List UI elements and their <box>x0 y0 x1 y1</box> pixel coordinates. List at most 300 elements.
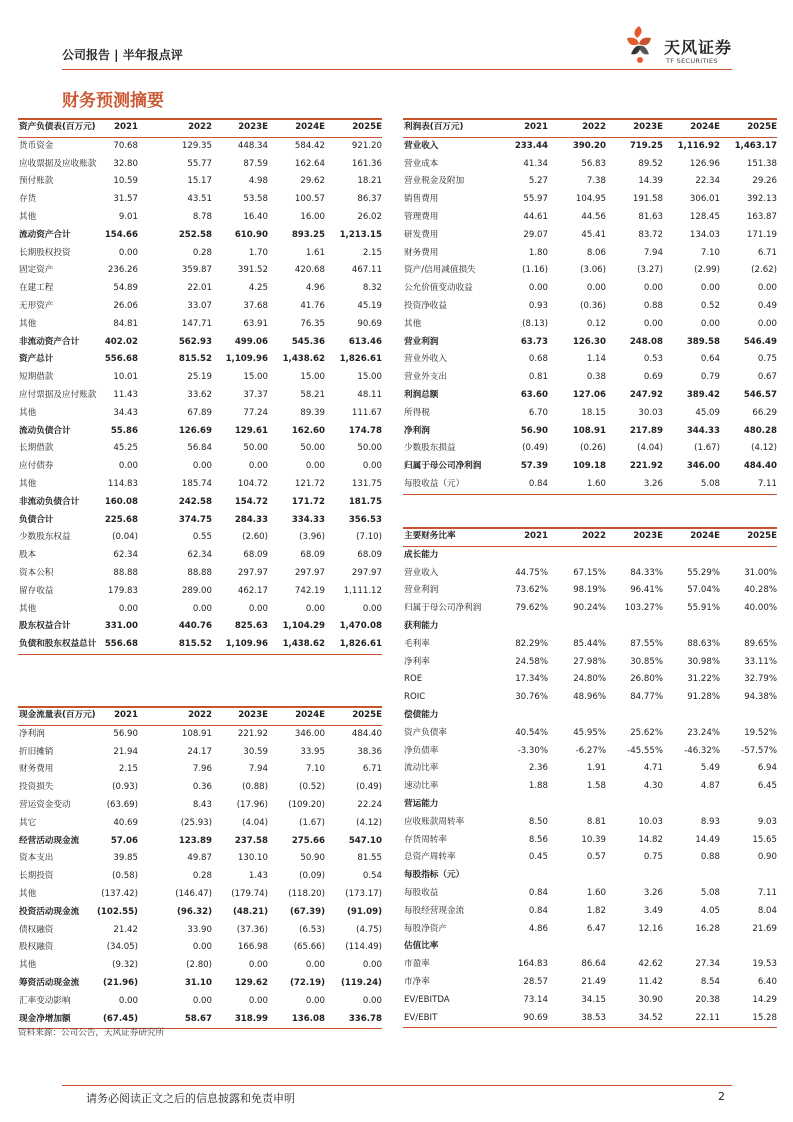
cell-value: 8.43 <box>192 800 212 810</box>
cell-value: 77.24 <box>243 407 268 418</box>
cell-value: 109.18 <box>572 461 606 472</box>
cell-value: 6.70 <box>528 407 548 418</box>
cell-value: (0.88) <box>242 782 268 793</box>
cell-value: 57.06 <box>110 835 138 846</box>
cell-value: 825.63 <box>234 621 268 632</box>
cell-value: 1,438.62 <box>282 354 325 365</box>
cell-value: 284.33 <box>234 514 268 525</box>
cell-value: 462.17 <box>237 585 268 596</box>
row-label: 其他 <box>404 318 422 329</box>
cell-value: 62.34 <box>187 550 212 561</box>
cell-value: 164.83 <box>517 959 548 970</box>
cell-value: 0.00 <box>248 995 268 1006</box>
cell-value: 41.34 <box>523 158 548 169</box>
cell-value: 56.84 <box>187 443 212 454</box>
cell-value: 0.00 <box>305 960 325 971</box>
cell-value: 0.00 <box>192 995 212 1006</box>
cell-value: -57.57% <box>741 745 777 756</box>
cell-value: 1.60 <box>586 888 606 898</box>
cell-value: 2025E <box>747 122 777 132</box>
row-label: 少数股东权益 <box>19 532 71 543</box>
cell-value: 3.49 <box>643 905 663 916</box>
cell-value: 0.00 <box>362 461 382 472</box>
cell-value: (3.96) <box>299 532 325 543</box>
row-label: 公允价值变动收益 <box>404 283 473 294</box>
cell-value: 346.00 <box>294 728 325 739</box>
cell-value: (37.36) <box>236 924 268 935</box>
cell-value: 0.00 <box>362 960 382 971</box>
cell-value: 27.98% <box>573 656 606 667</box>
cell-value: 129.35 <box>181 140 212 151</box>
cell-value: 1.88 <box>528 781 548 792</box>
row-label: EV/EBITDA <box>404 994 450 1005</box>
cell-value: 374.75 <box>178 514 212 525</box>
cell-value: 359.87 <box>181 265 212 276</box>
cell-value: 0.53 <box>643 354 663 365</box>
cell-value: (0.58) <box>112 871 138 882</box>
cell-value: 86.37 <box>357 194 382 205</box>
cell-value: 2025E <box>352 122 382 132</box>
cell-value: 1.60 <box>586 479 606 489</box>
cell-value: 73.62% <box>515 585 548 596</box>
row-label: 货币资金 <box>19 140 54 151</box>
cell-value: 103.27% <box>624 603 663 614</box>
row-label: 其他 <box>19 479 37 489</box>
cell-value: 9.01 <box>118 212 138 222</box>
cell-value: 40.69 <box>113 817 138 828</box>
row-label: 净利润 <box>19 728 45 739</box>
cell-value: 921.20 <box>351 140 382 151</box>
cell-value: (119.24) <box>340 978 382 988</box>
cell-value: 28.57 <box>523 977 548 987</box>
cell-value: (6.53) <box>299 924 325 935</box>
row-label: 投资净收益 <box>404 301 447 311</box>
cell-value: 221.92 <box>237 728 268 739</box>
cell-value: 2023E <box>238 710 268 720</box>
cell-value: 6.45 <box>757 781 777 792</box>
cell-value: 160.08 <box>104 496 138 507</box>
cell-value: (72.19) <box>289 978 325 988</box>
cell-value: 402.02 <box>104 336 138 347</box>
cell-value: 26.06 <box>113 301 138 311</box>
cell-value: 0.00 <box>248 960 268 971</box>
cell-value: (3.06) <box>580 265 606 276</box>
row-label: 财务费用 <box>404 247 439 258</box>
cell-value: 2021 <box>114 122 138 132</box>
cell-value: 29.62 <box>300 176 325 187</box>
cell-value: 1.80 <box>528 247 548 258</box>
cell-value: 154.72 <box>234 496 268 507</box>
cell-value: 55.97 <box>523 194 548 205</box>
cell-value: 2021 <box>524 531 548 541</box>
cell-value: 0.00 <box>528 283 548 294</box>
cell-value: 2.36 <box>528 763 548 774</box>
cell-value: 23.24% <box>687 727 720 738</box>
cell-value: 2024E <box>690 531 720 541</box>
cell-value: (109.20) <box>288 800 325 810</box>
cell-value: 33.95 <box>300 746 325 757</box>
cell-value: 44.56 <box>581 212 606 222</box>
cell-value: (2.99) <box>694 265 720 276</box>
cell-value: 55.86 <box>110 425 138 436</box>
cell-value: 33.62 <box>187 390 212 400</box>
row-label: 经营活动现金流 <box>19 835 80 846</box>
cell-value: (67.39) <box>289 906 325 917</box>
cell-value: 8.54 <box>700 977 720 987</box>
cell-value: 55.91% <box>687 603 720 614</box>
cell-value: 0.00 <box>586 283 606 294</box>
row-label: 股权融资 <box>19 942 54 953</box>
cell-value: 48.96% <box>573 692 606 703</box>
cell-value: 0.00 <box>118 247 138 258</box>
cell-value: 448.34 <box>237 140 268 151</box>
cell-value: (0.36) <box>580 301 606 311</box>
row-label: 流动资产合计 <box>19 229 71 240</box>
cell-value: (3.27) <box>637 265 663 276</box>
row-label: 少数股东损益 <box>404 443 456 454</box>
logo-english: TF SECURITIES <box>666 57 718 65</box>
cell-value: 21.94 <box>113 746 138 757</box>
cell-value: 0.90 <box>757 852 777 863</box>
cell-value: 1,104.29 <box>282 621 325 632</box>
cell-value: 7.38 <box>586 176 606 187</box>
cell-value: 81.63 <box>638 212 663 222</box>
cell-value: 0.49 <box>757 301 777 311</box>
row-label: 应付票据及应付账款 <box>19 390 97 400</box>
cell-value: 34.15 <box>581 994 606 1005</box>
cell-value: 33.07 <box>187 301 212 311</box>
cell-value: (4.04) <box>242 817 268 828</box>
cell-value: 0.00 <box>118 461 138 472</box>
row-label: ROIC <box>404 692 426 703</box>
cell-value: 89.52 <box>638 158 663 169</box>
cell-value: 0.00 <box>757 318 777 329</box>
cell-value: 45.41 <box>581 229 606 240</box>
cell-value: 161.36 <box>351 158 382 169</box>
cell-value: (0.04) <box>112 532 138 543</box>
cell-value: 126.69 <box>178 425 212 436</box>
cell-value: 27.34 <box>695 959 720 970</box>
cell-value: 2023E <box>238 122 268 132</box>
cell-value: 185.74 <box>181 479 212 489</box>
cell-value: 2021 <box>524 122 548 132</box>
row-label: 每股净资产 <box>404 923 447 934</box>
cell-value: 392.13 <box>746 194 777 205</box>
cell-value: (21.96) <box>102 978 138 988</box>
cell-value: 16.00 <box>300 212 325 222</box>
cell-value: (114.49) <box>345 942 382 953</box>
cell-value: (146.47) <box>175 889 212 899</box>
cell-value: 15.65 <box>752 834 777 845</box>
cell-value: 719.25 <box>629 140 663 151</box>
cell-value: 162.60 <box>291 425 325 436</box>
cell-value: 154.66 <box>104 229 138 240</box>
cell-value: 2021 <box>114 710 138 720</box>
cell-value: 7.10 <box>700 247 720 258</box>
cell-value: 11.43 <box>113 390 138 400</box>
cell-value: 12.16 <box>638 923 663 934</box>
cell-value: 84.77% <box>630 692 663 703</box>
cell-value: 14.29 <box>752 994 777 1005</box>
cell-value: 1,826.61 <box>339 354 382 365</box>
cell-value: 88.88 <box>113 568 138 578</box>
row-label: 每股收益（元） <box>404 479 465 489</box>
cell-value: 98.19% <box>573 585 606 596</box>
cell-value: 2025E <box>352 710 382 720</box>
row-label: 每股收益 <box>404 888 439 898</box>
cell-value: 45.95% <box>573 727 606 738</box>
cell-value: 129.62 <box>234 978 268 988</box>
footer-rule <box>62 1085 732 1086</box>
cell-value: 275.66 <box>291 835 325 846</box>
cell-value: 4.71 <box>643 763 663 774</box>
cell-value: 114.83 <box>107 479 138 489</box>
cell-value: (67.45) <box>102 1013 138 1024</box>
cell-value: 96.41% <box>630 585 663 596</box>
cell-value: 815.52 <box>178 354 212 365</box>
row-label: 销售费用 <box>404 194 439 205</box>
cell-value: 16.40 <box>243 212 268 222</box>
row-label: 非流动负债合计 <box>19 496 80 507</box>
cell-value: (0.93) <box>112 782 138 793</box>
cell-value: 0.00 <box>118 995 138 1006</box>
cell-value: (34.05) <box>106 942 138 953</box>
cell-value: 129.61 <box>234 425 268 436</box>
cell-value: 0.00 <box>248 461 268 472</box>
cell-value: (48.21) <box>232 906 268 917</box>
cell-value: 66.29 <box>752 407 777 418</box>
cell-value: 1,111.12 <box>343 585 382 596</box>
cell-value: 547.10 <box>348 835 382 846</box>
cell-value: 893.25 <box>291 229 325 240</box>
cell-value: 8.06 <box>586 247 606 258</box>
row-label: 存货 <box>19 194 37 205</box>
cell-value: (7.10) <box>356 532 382 543</box>
cell-value: 8.32 <box>362 283 382 294</box>
cell-value: 0.64 <box>700 354 720 365</box>
row-label: 每股经营现金流 <box>404 905 465 916</box>
footer-disclaimer: 请务必阅读正文之后的信息披露和免责申明 <box>86 1092 295 1105</box>
cell-value: (1.67) <box>694 443 720 454</box>
cell-value: 556.68 <box>104 639 138 650</box>
cell-value: 79.62% <box>515 603 548 614</box>
cell-value: 15.28 <box>752 1012 777 1023</box>
cell-value: (96.32) <box>176 906 212 917</box>
cell-value: 55.29% <box>687 567 720 578</box>
cell-value: 63.73 <box>520 336 548 347</box>
row-label: 净利率 <box>404 656 430 667</box>
row-label: 其他 <box>19 960 37 971</box>
cell-value: 88.88 <box>187 568 212 578</box>
cell-value: 19.52% <box>744 727 777 738</box>
cell-value: 14.49 <box>695 834 720 845</box>
cell-value: 121.72 <box>294 479 325 489</box>
cell-value: 1.58 <box>586 781 606 792</box>
cell-value: (9.32) <box>112 960 138 971</box>
cell-value: 32.80 <box>113 158 138 169</box>
cell-value: 390.20 <box>572 140 606 151</box>
cell-value: 9.03 <box>757 816 777 827</box>
row-label: 主要财务比率 <box>404 531 456 541</box>
cell-value: 10.01 <box>113 372 138 383</box>
cell-value: -45.55% <box>627 745 663 756</box>
cell-value: 0.00 <box>362 995 382 1006</box>
row-label: 资产/信用减值损失 <box>404 265 476 276</box>
cell-value: 6.40 <box>757 977 777 987</box>
cell-value: 56.90 <box>113 728 138 739</box>
cell-value: 0.12 <box>586 318 606 329</box>
cell-value: 87.55% <box>630 638 663 649</box>
row-label: 汇率变动影响 <box>19 995 71 1006</box>
row-label: 股本 <box>19 550 37 561</box>
cell-value: 334.33 <box>291 514 325 525</box>
cell-value: 44.75% <box>515 567 548 578</box>
cell-value: 1.82 <box>586 905 606 916</box>
row-label: 资产负债表(百万元) <box>19 122 96 132</box>
cell-value: 63.91 <box>243 318 268 329</box>
source-note: 资料来源：公司公告，天风证券研究所 <box>18 1028 165 1038</box>
cell-value: 34.43 <box>113 407 138 418</box>
cell-value: 440.76 <box>178 621 212 632</box>
cell-value: 24.17 <box>187 746 212 757</box>
cell-value: 45.09 <box>695 407 720 418</box>
cell-value: 247.92 <box>629 390 663 400</box>
row-label: 长期借款 <box>19 443 54 454</box>
cell-value: (4.75) <box>356 924 382 935</box>
cell-value: 236.26 <box>107 265 138 276</box>
cell-value: 0.00 <box>643 283 663 294</box>
cell-value: 10.39 <box>581 834 606 845</box>
cell-value: 306.01 <box>689 194 720 205</box>
cell-value: 5.08 <box>700 479 720 489</box>
cell-value: -46.32% <box>684 745 720 756</box>
cell-value: 484.40 <box>351 728 382 739</box>
cell-value: 53.58 <box>243 194 268 205</box>
cell-value: 0.00 <box>305 995 325 1006</box>
cell-value: 162.64 <box>294 158 325 169</box>
cell-value: 147.71 <box>181 318 212 329</box>
row-label: 市盈率 <box>404 959 430 970</box>
cell-value: 22.34 <box>695 176 720 187</box>
cell-value: 44.61 <box>523 212 548 222</box>
cell-value: 131.75 <box>351 479 382 489</box>
cell-value: 1.14 <box>586 354 606 365</box>
cell-value: 0.00 <box>192 942 212 953</box>
cell-value: 1,109.96 <box>225 354 268 365</box>
cell-value: 2.15 <box>362 247 382 258</box>
row-label: 应收票据及应收账款 <box>19 158 97 169</box>
cell-value: 217.89 <box>629 425 663 436</box>
cell-value: 43.51 <box>187 194 212 205</box>
cell-value: 584.42 <box>294 140 325 151</box>
cell-value: (0.49) <box>356 782 382 793</box>
cell-value: 81.55 <box>357 853 382 864</box>
cell-value: (0.26) <box>580 443 606 454</box>
cell-value: 1,826.61 <box>339 639 382 650</box>
cell-value: 50.90 <box>300 853 325 864</box>
cell-value: 225.68 <box>104 514 138 525</box>
cell-value: 34.52 <box>638 1012 663 1023</box>
row-label: 估值比率 <box>404 941 439 952</box>
cell-value: 0.00 <box>305 603 325 614</box>
cell-value: 346.00 <box>686 461 720 472</box>
cell-value: 0.81 <box>528 372 548 383</box>
cell-value: (2.60) <box>242 532 268 543</box>
cell-value: 41.76 <box>300 301 325 311</box>
cell-value: 31.00% <box>744 567 777 578</box>
cell-value: 21.49 <box>581 977 606 987</box>
cell-value: 0.38 <box>586 372 606 383</box>
cell-value: 38.53 <box>581 1012 606 1023</box>
cell-value: 90.69 <box>357 318 382 329</box>
row-label: 偿债能力 <box>404 710 439 720</box>
cell-value: (118.20) <box>288 889 325 899</box>
cell-value: 39.85 <box>113 853 138 864</box>
cell-value: 2022 <box>188 122 212 132</box>
cell-value: 344.33 <box>686 425 720 436</box>
cell-value: 0.79 <box>700 372 720 383</box>
cell-value: 8.04 <box>757 905 777 916</box>
cell-value: 0.00 <box>248 603 268 614</box>
cell-value: 18.21 <box>357 176 382 187</box>
row-label: 市净率 <box>404 977 430 987</box>
cell-value: 17.34% <box>515 674 548 685</box>
cell-value: (4.12) <box>751 443 777 454</box>
cell-value: 31.10 <box>184 978 212 988</box>
row-label: 利润总额 <box>404 390 439 400</box>
cell-value: 389.58 <box>686 336 720 347</box>
cell-value: 389.42 <box>686 390 720 400</box>
cell-value: 108.91 <box>572 425 606 436</box>
cell-value: 33.11% <box>744 656 777 667</box>
row-label: 速动比率 <box>404 781 439 792</box>
cell-value: 31.22% <box>687 674 720 685</box>
row-label: 资产负债率 <box>404 727 447 738</box>
cell-value: 38.36 <box>357 746 382 757</box>
cell-value: 108.91 <box>181 728 212 739</box>
cell-value: 0.00 <box>643 318 663 329</box>
cell-value: (2.80) <box>186 960 212 971</box>
cell-value: 8.93 <box>700 816 720 827</box>
cell-value: 30.85% <box>630 656 663 667</box>
cell-value: 166.98 <box>237 942 268 953</box>
cell-value: 30.03 <box>638 407 663 418</box>
cell-value: -6.27% <box>575 745 606 756</box>
cell-value: 742.19 <box>294 585 325 596</box>
cell-value: 6.94 <box>757 763 777 774</box>
row-label: 债权融资 <box>19 924 54 935</box>
cell-value: 0.00 <box>192 603 212 614</box>
row-label: 营业税金及附加 <box>404 176 465 187</box>
cell-value: (4.04) <box>637 443 663 454</box>
row-label: 所得税 <box>404 407 430 418</box>
row-label: 研发费用 <box>404 229 439 240</box>
cell-value: 126.96 <box>689 158 720 169</box>
row-label: 长期股权投资 <box>19 247 71 258</box>
cell-value: 0.00 <box>700 283 720 294</box>
row-label: 营业收入 <box>404 140 439 151</box>
row-label: 成长能力 <box>404 549 439 560</box>
cell-value: 56.83 <box>581 158 606 169</box>
cell-value: 0.88 <box>643 301 663 311</box>
cell-value: 94.38% <box>744 692 777 703</box>
cell-value: 24.80% <box>573 674 606 685</box>
row-label: 现金流量表(百万元) <box>19 710 96 720</box>
cell-value: 26.80% <box>630 674 663 685</box>
cell-value: 128.45 <box>689 212 720 222</box>
cell-value: (0.09) <box>299 871 325 882</box>
row-label: ROE <box>404 674 423 685</box>
